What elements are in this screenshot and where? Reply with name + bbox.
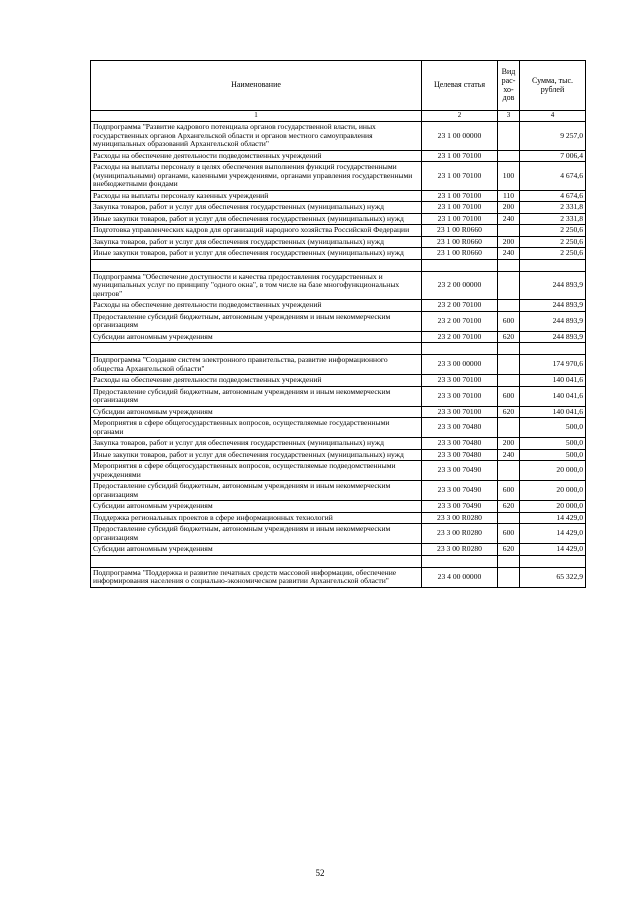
row-name: Иные закупки товаров, работ и услуг для обеспечения государственных (муниципальных) нужд: [91, 449, 422, 461]
row-vid: 620: [498, 501, 520, 513]
row-name: Субсидии автономным учреждениям: [91, 331, 422, 343]
row-vid: [498, 418, 520, 438]
row-name: Мероприятия в сфере общегосударственных вопросов, осуществляемые подведомственными учреждениями: [91, 461, 422, 481]
row-vid: [498, 300, 520, 312]
row-name: Субсидии автономным учреждениям: [91, 501, 422, 513]
row-sum: [520, 343, 586, 355]
row-sum: 14 429,0: [520, 512, 586, 524]
row-vid: [498, 150, 520, 162]
row-name: Расходы на обеспечение деятельности подведомственных учреждений: [91, 150, 422, 162]
table-row: [91, 236, 586, 248]
spacer-row: [91, 555, 586, 567]
row-code: 23 3 00 70490: [422, 481, 498, 501]
row-sum: 174 970,6: [520, 355, 586, 375]
row-sum: 2 250,6: [520, 236, 586, 248]
table-row: [91, 449, 586, 461]
row-name: Иные закупки товаров, работ и услуг для обеспечения государственных (муниципальных) нужд: [91, 248, 422, 260]
column-index: 3: [498, 111, 520, 122]
column-index-row: [91, 111, 586, 122]
row-vid: [498, 122, 520, 151]
row-sum: 20 000,0: [520, 501, 586, 513]
spacer-row: [91, 343, 586, 355]
row-vid: 240: [498, 213, 520, 225]
row-sum: 244 893,9: [520, 271, 586, 300]
row-name: Расходы на обеспечение деятельности подведомственных учреждений: [91, 300, 422, 312]
row-vid: [498, 555, 520, 567]
table-row: [91, 202, 586, 214]
row-name: Закупка товаров, работ и услуг для обеспечения государственных (муниципальных) нужд: [91, 236, 422, 248]
row-name: Подпрограмма "Создание систем электронного правительства, развитие информационного общества Архангельской области": [91, 355, 422, 375]
table-row: [91, 544, 586, 556]
row-vid: 600: [498, 524, 520, 544]
header-vid: Вид рас-хо-дов: [498, 61, 520, 111]
row-vid: [498, 375, 520, 387]
row-sum: 140 041,6: [520, 406, 586, 418]
table-row: [91, 150, 586, 162]
row-name: [91, 555, 422, 567]
row-code: 23 3 00 R0280: [422, 512, 498, 524]
row-vid: [498, 461, 520, 481]
column-index: 4: [520, 111, 586, 122]
row-vid: [498, 343, 520, 355]
row-code: 23 3 00 70100: [422, 386, 498, 406]
row-name: Закупка товаров, работ и услуг для обеспечения государственных (муниципальных) нужд: [91, 202, 422, 214]
row-vid: [498, 271, 520, 300]
column-index: 2: [422, 111, 498, 122]
row-code: [422, 555, 498, 567]
row-code: 23 1 00 70100: [422, 213, 498, 225]
row-code: [422, 259, 498, 271]
row-sum: 2 250,6: [520, 225, 586, 237]
row-vid: 240: [498, 449, 520, 461]
row-sum: 500,0: [520, 438, 586, 450]
row-sum: 4 674,6: [520, 162, 586, 191]
row-name: Иные закупки товаров, работ и услуг для обеспечения государственных (муниципальных) нужд: [91, 213, 422, 225]
row-vid: [498, 259, 520, 271]
table-row: [91, 300, 586, 312]
row-code: 23 3 00 R0280: [422, 524, 498, 544]
row-sum: 140 041,6: [520, 375, 586, 387]
row-vid: 110: [498, 190, 520, 202]
table-row: [91, 190, 586, 202]
row-code: 23 3 00 70480: [422, 449, 498, 461]
row-sum: 14 429,0: [520, 524, 586, 544]
row-name: [91, 259, 422, 271]
row-code: 23 1 00 R0660: [422, 236, 498, 248]
table-row: [91, 524, 586, 544]
subprogram-row: [91, 567, 586, 587]
row-code: [422, 343, 498, 355]
column-index: 1: [91, 111, 422, 122]
row-sum: 140 041,6: [520, 386, 586, 406]
row-name: Мероприятия в сфере общегосударственных вопросов, осуществляемые государственными органами: [91, 418, 422, 438]
subprogram-row: [91, 355, 586, 375]
row-code: 23 4 00 00000: [422, 567, 498, 587]
row-sum: 2 331,8: [520, 213, 586, 225]
row-vid: [498, 225, 520, 237]
row-name: Расходы на выплаты персоналу казенных учреждений: [91, 190, 422, 202]
subprogram-row: [91, 122, 586, 151]
row-name: Расходы на выплаты персоналу в целях обеспечения выполнения функций государственными (муниципальными) органами, казенными учреждениями, органами управления государственными внебюджетными фондами: [91, 162, 422, 191]
row-sum: [520, 259, 586, 271]
row-name: Поддержка региональных проектов в сфере информационных технологий: [91, 512, 422, 524]
table-row: [91, 162, 586, 191]
row-sum: 2 331,8: [520, 202, 586, 214]
row-code: 23 1 00 70100: [422, 162, 498, 191]
row-code: 23 1 00 00000: [422, 122, 498, 151]
row-code: 23 3 00 70100: [422, 375, 498, 387]
row-name: Субсидии автономным учреждениям: [91, 406, 422, 418]
row-name: Предоставление субсидий бюджетным, автономным учреждениям и иным некоммерческим организациям: [91, 386, 422, 406]
row-sum: 20 000,0: [520, 481, 586, 501]
row-code: 23 2 00 70100: [422, 331, 498, 343]
table-row: [91, 418, 586, 438]
row-name: Предоставление субсидий бюджетным, автономным учреждениям и иным некоммерческим организациям: [91, 311, 422, 331]
table-row: [91, 481, 586, 501]
row-code: 23 3 00 00000: [422, 355, 498, 375]
row-vid: 200: [498, 438, 520, 450]
row-code: 23 1 00 70100: [422, 150, 498, 162]
row-vid: [498, 355, 520, 375]
table-row: [91, 331, 586, 343]
row-name: Расходы на обеспечение деятельности подведомственных учреждений: [91, 375, 422, 387]
row-name: Предоставление субсидий бюджетным, автономным учреждениям и иным некоммерческим организациям: [91, 481, 422, 501]
subprogram-row: [91, 271, 586, 300]
row-name: [91, 343, 422, 355]
row-sum: 65 322,9: [520, 567, 586, 587]
row-sum: 500,0: [520, 418, 586, 438]
page-number: 52: [315, 868, 325, 878]
row-vid: 620: [498, 331, 520, 343]
spacer-row: [91, 259, 586, 271]
row-code: 23 1 00 70100: [422, 190, 498, 202]
table-row: [91, 406, 586, 418]
row-sum: 4 674,6: [520, 190, 586, 202]
row-vid: 600: [498, 481, 520, 501]
row-code: 23 3 00 70490: [422, 501, 498, 513]
row-vid: 600: [498, 311, 520, 331]
row-vid: 620: [498, 406, 520, 418]
table-row: [91, 461, 586, 481]
row-code: 23 3 00 70490: [422, 461, 498, 481]
row-code: 23 2 00 70100: [422, 300, 498, 312]
row-sum: 244 893,9: [520, 300, 586, 312]
row-code: 23 2 00 70100: [422, 311, 498, 331]
row-name: Подпрограмма "Поддержка и развитие печатных средств массовой информации, обеспечение информирования населения о социально-экономическом развитии Архангельской области": [91, 567, 422, 587]
table-row: [91, 386, 586, 406]
row-code: 23 3 00 70480: [422, 418, 498, 438]
table-row: [91, 375, 586, 387]
row-name: Подпрограмма "Обеспечение доступности и качества предоставления государственных и муниципальных услуг по принципу "одного окна", в том числе на базе многофункциональных центров": [91, 271, 422, 300]
row-sum: 500,0: [520, 449, 586, 461]
table-row: [91, 512, 586, 524]
row-sum: 9 257,0: [520, 122, 586, 151]
table-row: [91, 213, 586, 225]
row-vid: 100: [498, 162, 520, 191]
row-sum: [520, 555, 586, 567]
row-name: Подпрограмма "Развитие кадрового потенциала органов государственной власти, иных государственных органов Архангельской области и органов местного самоуправления муниципальных образований Архангельской области": [91, 122, 422, 151]
header-name: Наименование: [91, 61, 422, 111]
row-vid: 620: [498, 544, 520, 556]
table-row: [91, 311, 586, 331]
table-row: [91, 225, 586, 237]
row-code: 23 2 00 00000: [422, 271, 498, 300]
header-sum: Сумма, тыс. рублей: [520, 61, 586, 111]
row-sum: 20 000,0: [520, 461, 586, 481]
budget-table: [90, 60, 586, 588]
row-name: Закупка товаров, работ и услуг для обеспечения государственных (муниципальных) нужд: [91, 438, 422, 450]
table-row: [91, 501, 586, 513]
row-vid: 600: [498, 386, 520, 406]
row-sum: 7 006,4: [520, 150, 586, 162]
header-code: Целевая статья: [422, 61, 498, 111]
row-code: 23 3 00 R0280: [422, 544, 498, 556]
row-code: 23 3 00 70100: [422, 406, 498, 418]
row-vid: 200: [498, 236, 520, 248]
row-sum: 2 250,6: [520, 248, 586, 260]
row-name: Подготовка управленческих кадров для организаций народного хозяйства Российской Федерации: [91, 225, 422, 237]
header-row: [91, 61, 586, 111]
row-vid: 240: [498, 248, 520, 260]
row-name: Предоставление субсидий бюджетным, автономным учреждениям и иным некоммерческим организациям: [91, 524, 422, 544]
row-sum: 14 429,0: [520, 544, 586, 556]
table-body: [91, 122, 586, 588]
row-code: 23 1 00 R0660: [422, 225, 498, 237]
row-vid: 200: [498, 202, 520, 214]
row-sum: 244 893,9: [520, 331, 586, 343]
row-vid: [498, 567, 520, 587]
row-name: Субсидии автономным учреждениям: [91, 544, 422, 556]
row-sum: 244 893,9: [520, 311, 586, 331]
row-code: 23 3 00 70480: [422, 438, 498, 450]
table-row: [91, 248, 586, 260]
row-code: 23 1 00 70100: [422, 202, 498, 214]
row-vid: [498, 512, 520, 524]
table-row: [91, 438, 586, 450]
row-code: 23 1 00 R0660: [422, 248, 498, 260]
